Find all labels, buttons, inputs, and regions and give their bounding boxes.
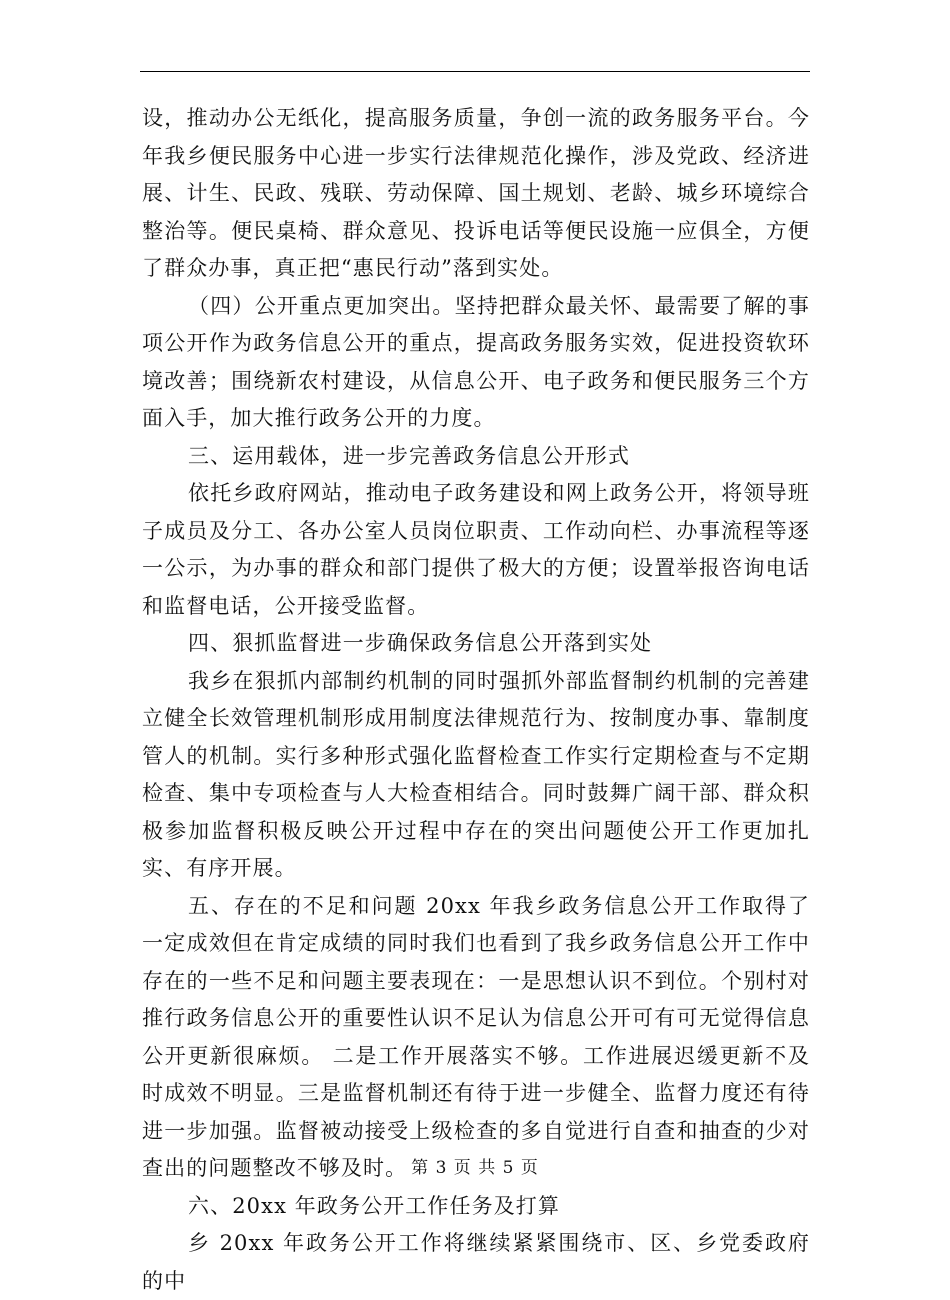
section-heading-3: 三、运用载体，进一步完善政务信息公开形式 — [188, 443, 630, 468]
page-number: 第 3 页 共 5 页 — [411, 1158, 539, 1178]
paragraph-7: 五、存在的不足和问题 20xx 年我乡政务信息公开工作取得了一定成效但在肯定成绩的同时我们也看到了我乡政务信息公开工作中存在的一些不足和问题主要表现在：一是思想认识不到位。个别村对推行政务信息公开的重要性认识不足认为信息公开可有可无觉得信息公开更新很麻烦。 二是工作开展落实不够。工作进展迟缓更新不及时成效不明显。三是监督机制还有待于进一步健全、监督力度还有待进一步加强。监督被动接受上级检查的多自觉进行自查和抽查的少对查出的问题整改不够及时。 — [142, 893, 810, 1180]
paragraph-4: 依托乡政府网站，推动电子政务建设和网上政务公开，将领导班子成员及分工、各办公室人员岗位职责、工作动向栏、办事流程等逐一公示，为办事的群众和部门提供了极大的方便；设置举报咨询电话和监督电话，公开接受监督。 — [142, 481, 810, 618]
paragraph-2: （四）公开重点更加突出。坚持把群众最关怀、最需要了解的事项公开作为政务信息公开的重点，提高政务服务实效，促进投资软环境改善；围绕新农村建设，从信息公开、电子政务和便民服务三个方面入手，加大推行政务公开的力度。 — [142, 293, 810, 430]
document-body — [142, 100, 810, 1300]
section-heading-4: 四、狠抓监督进一步确保政务信息公开落到实处 — [188, 631, 653, 655]
paragraph-6: 我乡在狠抓内部制约机制的同时强抓外部监督制约机制的完善建立健全长效管理机制形成用制度法律规范行为、按制度办事、靠制度管人的机制。实行多种形式强化监督检查工作实行定期检查与不定期检查、集中专项检查与人大检查相结合。同时鼓舞广阔干部、群众积极参加监督积极反映公开过程中存在的突出问题使公开工作更加扎实、有序开展。 — [142, 668, 810, 880]
paragraph-9: 乡 20xx 年政务公开工作将继续紧紧围绕市、区、乡党委政府的中 — [142, 1231, 810, 1293]
page-footer — [0, 1153, 950, 1178]
header-rule — [140, 71, 810, 72]
paragraph-1: 设，推动办公无纸化，提高服务质量，争创一流的政务服务平台。今年我乡便民服务中心进一步实行法律规范化操作，涉及党政、经济进展、计生、民政、残联、劳动保障、国土规划、老龄、城乡环境综合整治等。便民桌椅、群众意见、投诉电话等便民设施一应俱全，方便了群众办事，真正把“惠民行动”落到实处。 — [142, 106, 810, 280]
section-heading-6: 六、20xx 年政务公开工作任务及打算 — [188, 1193, 560, 1218]
